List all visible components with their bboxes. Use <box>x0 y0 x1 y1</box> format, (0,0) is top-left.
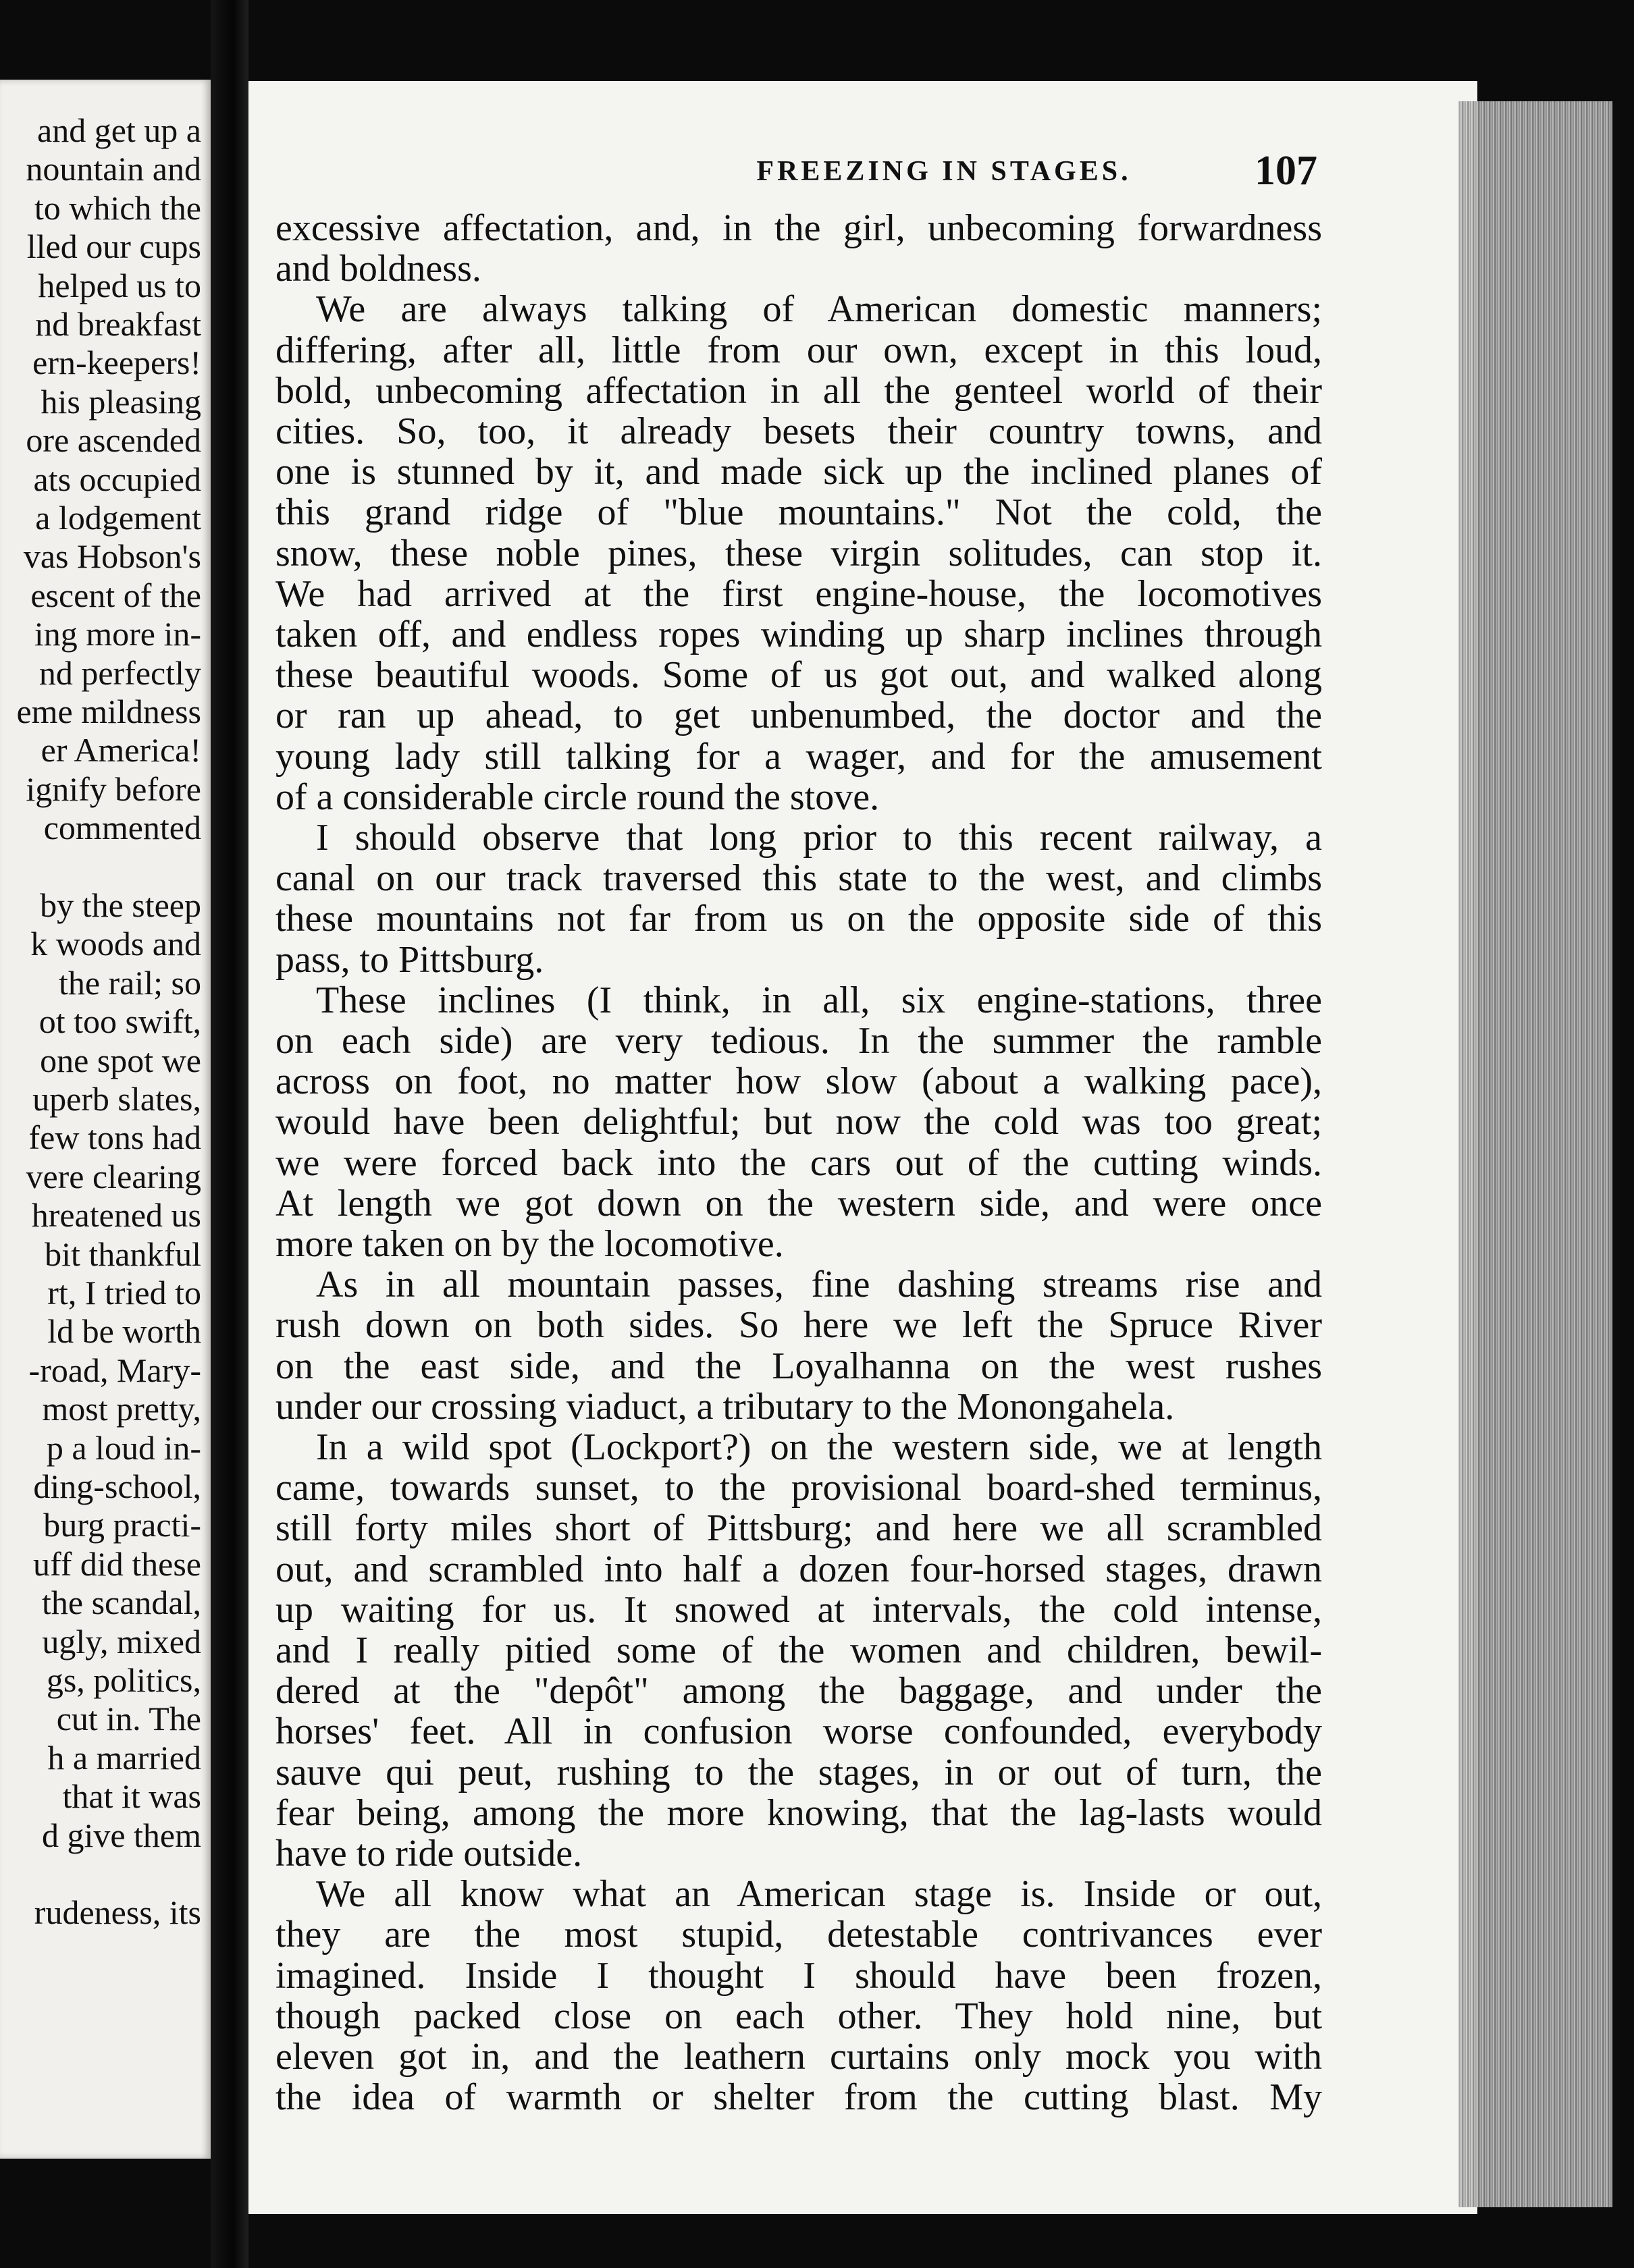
text-line: excessive affectation, and, in the girl, unbecoming forwardness <box>275 207 1322 249</box>
left-page-line: cut in. The <box>56 1700 201 1738</box>
text-line: the idea of warmth or shelter from the cutting blast. My <box>275 2076 1322 2119</box>
text-line: In a wild spot (Lockport?) on the western side, we at length <box>316 1426 1322 1468</box>
text-line: We are always talking of American domestic manners; <box>316 288 1322 331</box>
text-line: or ran up ahead, to get unbenumbed, the doctor and the <box>275 695 1322 737</box>
text-line: have to ride outside. <box>275 1833 583 1874</box>
left-page-line: escent of the <box>30 576 201 614</box>
text-line: fear being, among the more knowing, that the lag-lasts would <box>275 1791 1322 1834</box>
text-line: We all know what an American stage is. Inside or out, <box>316 1873 1322 1916</box>
left-page-line: ding-school, <box>33 1467 201 1505</box>
text-line: sauve qui peut, rushing to the stages, in or out of turn, the <box>275 1751 1322 1793</box>
left-page-line: commented <box>43 809 201 847</box>
left-page-line: vere clearing <box>26 1157 201 1195</box>
text-line: horses' feet. All in confusion worse confounded, everybody <box>275 1710 1322 1753</box>
text-line: one is stunned by it, and made sick up the inclined planes of <box>275 451 1322 493</box>
left-page-line: one spot we <box>40 1041 201 1079</box>
left-page-line: uff did these <box>32 1544 201 1583</box>
text-line: these beautiful woods. Some of us got out, and walked along <box>275 654 1322 697</box>
text-line: dered at the "depôt" among the baggage, and under the <box>275 1670 1322 1712</box>
text-line: At length we got down on the western side, and were once <box>275 1182 1322 1224</box>
left-page-line: the rail; so <box>58 963 201 1002</box>
left-page-line: d give them <box>41 1816 201 1854</box>
text-line: would have been delightful; but now the cold was too great; <box>275 1101 1322 1143</box>
left-page-line: -road, Mary- <box>28 1351 201 1389</box>
left-page-line: ld be worth <box>47 1312 201 1351</box>
text-line: still forty miles short of Pittsburg; and here we all scrambled <box>275 1507 1322 1550</box>
text-line: they are the most stupid, detestable contrivances ever <box>275 1914 1322 1956</box>
text-line: across on foot, no matter how slow (about a walking pace), <box>275 1060 1322 1103</box>
text-line: We had arrived at the first engine-house, the locomotives <box>275 572 1322 615</box>
text-line: under our crossing viaduct, a tributary to the Monongahela. <box>275 1385 1175 1428</box>
text-line: differing, after all, little from our own, except in this loud, <box>275 329 1322 371</box>
left-page-line: gs, politics, <box>46 1661 201 1699</box>
text-line: eleven got in, and the leathern curtains only mock you with <box>275 2036 1322 2078</box>
left-page-line: few tons had <box>28 1118 201 1157</box>
text-line: up waiting for us. It snowed at intervals, the cold intense, <box>275 1588 1322 1631</box>
left-page-line: helped us to <box>38 266 201 304</box>
left-page-line: his pleasing <box>41 382 201 421</box>
text-line: and I really pitied some of the women and children, bewil- <box>275 1629 1322 1671</box>
text-line: of a considerable circle round the stove. <box>275 776 880 818</box>
text-line: These inclines (I think, in all, six engine-stations, three <box>316 979 1322 1021</box>
text-line: and boldness. <box>275 248 481 290</box>
left-page-line: rudeness, its <box>34 1893 201 1932</box>
left-page-line: to which the <box>34 188 201 227</box>
text-line: snow, these noble pines, these virgin solitudes, can stop it. <box>275 532 1322 574</box>
left-page-line: ore ascended <box>26 421 201 460</box>
left-page-line: k woods and <box>30 925 201 963</box>
left-page-line: ern-keepers! <box>32 344 201 382</box>
left-page-line: ot too swift, <box>38 1002 201 1041</box>
book-gutter <box>211 0 248 2268</box>
left-page-line: uperb slates, <box>32 1080 201 1118</box>
left-page-line: ing more in- <box>34 615 201 653</box>
left-page-line: ignify before <box>26 770 201 808</box>
text-line: on each side) are very tedious. In the summer the ramble <box>275 1020 1322 1062</box>
left-page-line: hreatened us <box>31 1196 201 1235</box>
left-page-line: rt, I tried to <box>47 1274 201 1312</box>
left-page-line: nd breakfast <box>35 305 201 343</box>
text-line: this grand ridge of "blue mountains." Not the cold, the <box>275 491 1322 534</box>
left-page-line: the scandal, <box>41 1584 201 1622</box>
text-line: imagined. Inside I thought I should have been frozen, <box>275 1954 1322 1997</box>
left-page-line: lled our cups <box>26 227 201 266</box>
text-line: bold, unbecoming affectation in all the genteel world of their <box>275 369 1322 412</box>
left-page-line: h a married <box>47 1738 201 1777</box>
text-line: more taken on by the locomotive. <box>275 1223 784 1265</box>
text-line: though packed close on each other. They hold nine, but <box>275 1995 1322 2037</box>
left-page-fragment <box>0 80 211 2159</box>
left-page-line: nountain and <box>26 150 201 188</box>
text-line: on the east side, and the Loyalhanna on the west rushes <box>275 1345 1322 1387</box>
right-page <box>248 81 1477 2214</box>
text-line: rush down on both sides. So here we left the Spruce River <box>275 1304 1322 1347</box>
text-line: out, and scrambled into half a dozen four-horsed stages, drawn <box>275 1548 1322 1590</box>
text-line: canal on our track traversed this state to the west, and climbs <box>275 857 1322 900</box>
left-page-line: er America! <box>41 731 201 770</box>
left-page-line: nd perfectly <box>38 653 201 692</box>
text-line: pass, to Pittsburg. <box>275 938 544 981</box>
left-page-line: bit thankful <box>45 1235 201 1273</box>
page-edges <box>1458 101 1612 2207</box>
text-line: cities. So, too, it already besets their country towns, and <box>275 410 1322 452</box>
text-line: came, towards sunset, to the provisional board-shed terminus, <box>275 1467 1322 1509</box>
page-number: 107 <box>1255 148 1317 194</box>
text-line: I should observe that long prior to this recent railway, a <box>316 817 1322 859</box>
left-page-line: a lodgement <box>35 499 201 537</box>
left-page-line: p a loud in- <box>46 1428 201 1467</box>
left-page-line: and get up a <box>37 111 201 149</box>
left-page-line: ugly, mixed <box>42 1622 201 1660</box>
left-page-line: by the steep <box>40 886 201 924</box>
left-page-line: most pretty, <box>42 1390 201 1428</box>
left-page-line: eme mildness <box>16 693 201 730</box>
left-page-line: that it was <box>62 1777 201 1816</box>
text-line: we were forced back into the cars out of the cutting winds. <box>275 1141 1322 1184</box>
text-line: young lady still talking for a wager, and for the amusement <box>275 735 1322 778</box>
running-head: FREEZING IN STAGES. <box>756 156 1132 187</box>
left-page-line: vas Hobson's <box>23 537 201 576</box>
text-line: As in all mountain passes, fine dashing streams rise and <box>316 1264 1322 1306</box>
left-page-line: burg practi- <box>43 1506 201 1544</box>
text-line: taken off, and endless ropes winding up sharp inclines through <box>275 614 1322 655</box>
text-line: these mountains not far from us on the opposite side of this <box>275 898 1322 940</box>
left-page-line: ats occupied <box>33 460 201 498</box>
